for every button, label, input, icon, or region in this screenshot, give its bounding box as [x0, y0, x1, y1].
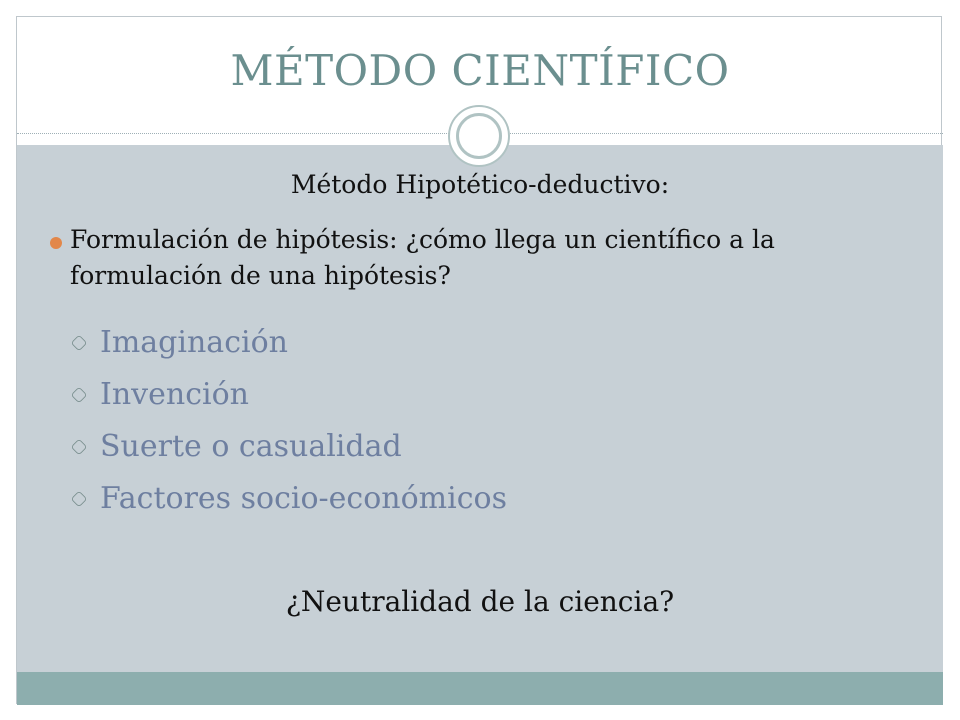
sub-bullet-item: [72, 420, 872, 472]
closing-question: ¿Neutralidad de la ciencia?: [285, 585, 675, 618]
section-heading: Método Hipotético-deductivo:: [290, 170, 670, 199]
bullet-dot-icon: [50, 237, 62, 249]
bottom-bar: [17, 672, 943, 705]
slide-title: MÉTODO CIENTÍFICO: [230, 46, 730, 95]
diamond-bullet-icon: [71, 491, 88, 508]
sub-bullet-item: [72, 472, 872, 524]
circle-ornament-inner-icon: [456, 113, 502, 159]
sub-bullet-item: [72, 316, 872, 368]
sub-bullet-list: [72, 316, 872, 524]
main-bullet-text: Formulación de hipótesis: ¿cómo llega un científico a la formulación de una hipótesis?: [70, 225, 775, 290]
diamond-bullet-icon: [71, 387, 88, 404]
sub-bullet-text: Suerte o casualidad: [100, 428, 402, 464]
sub-bullet-item: [72, 368, 872, 420]
diamond-bullet-icon: [71, 439, 88, 456]
sub-bullet-text: Invención: [100, 376, 249, 412]
sub-bullet-text: Imaginación: [100, 324, 288, 360]
sub-bullet-text: Factores socio-económicos: [100, 480, 507, 516]
diamond-bullet-icon: [71, 335, 88, 352]
